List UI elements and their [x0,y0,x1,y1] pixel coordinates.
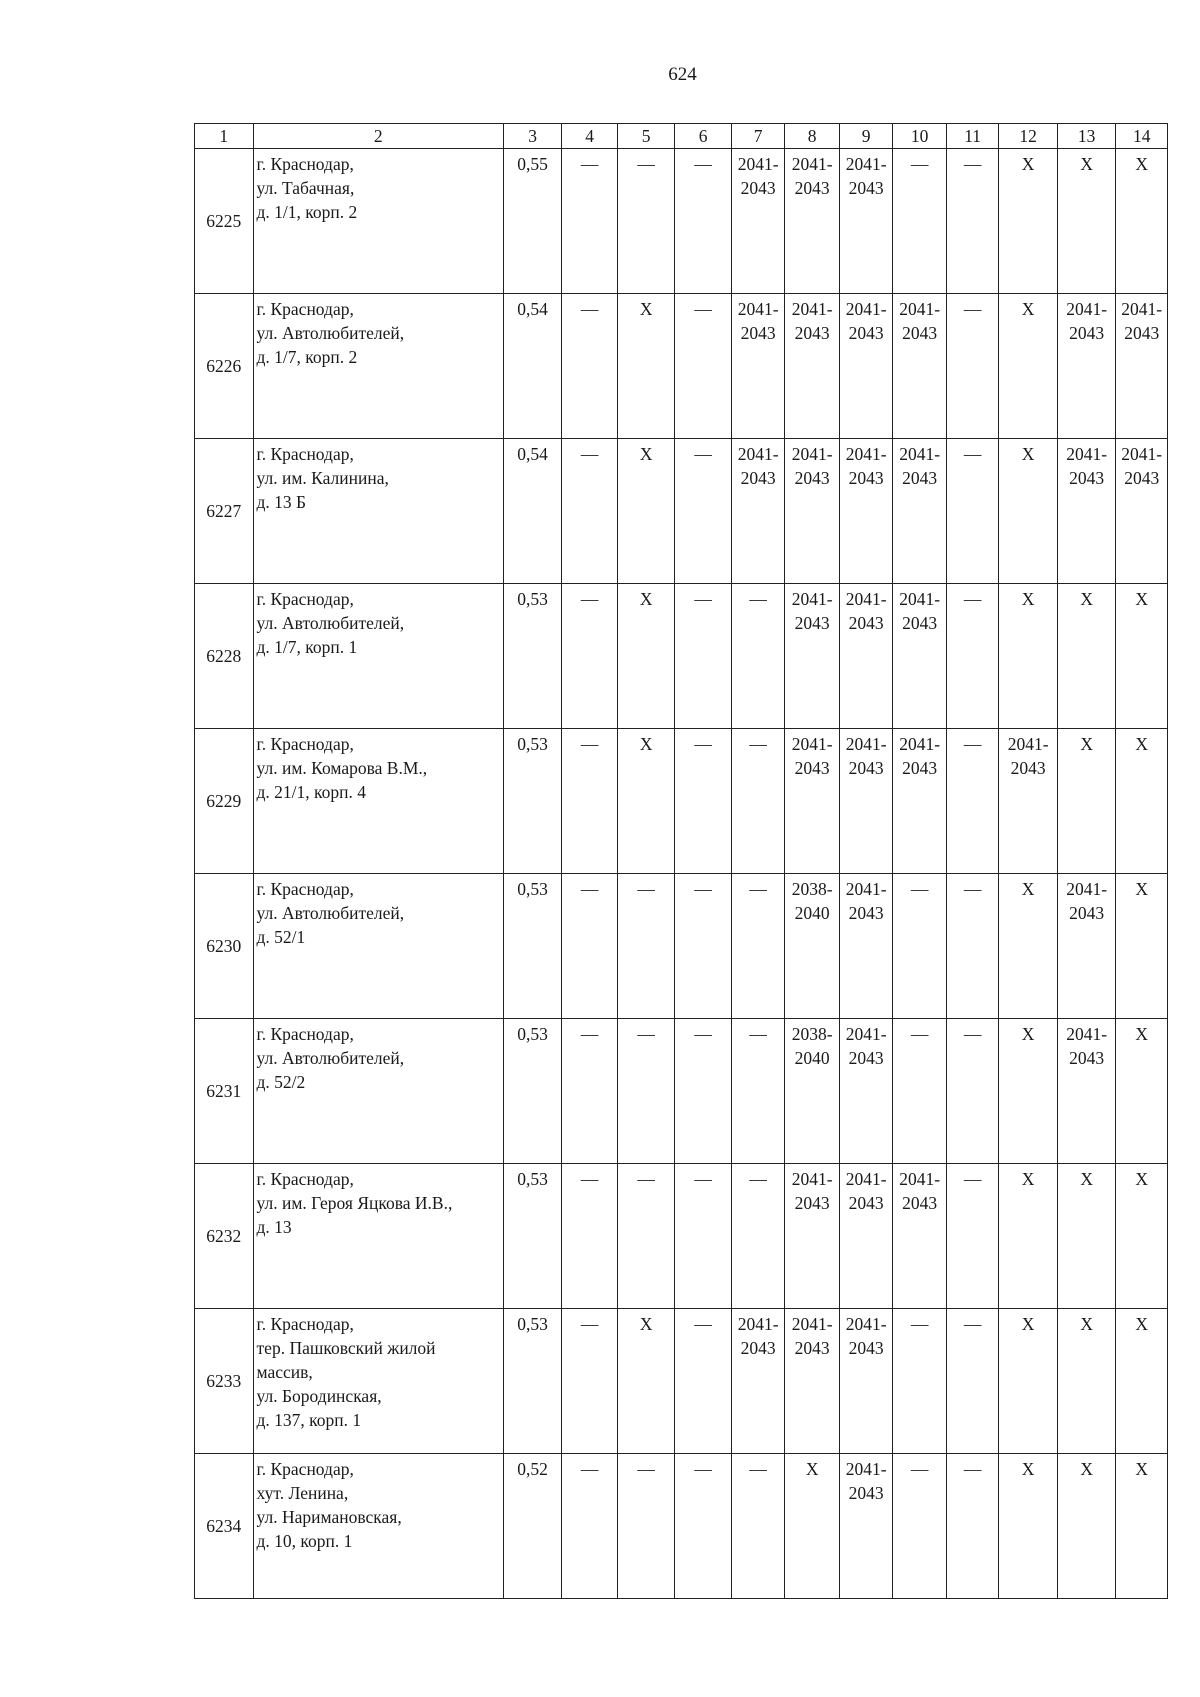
column-header: 1 [195,124,254,149]
address-line: д. 1/7, корп. 1 [256,637,358,657]
table-row [195,1454,1168,1599]
address-cell [253,584,503,729]
address-cell [253,149,503,294]
period-cell: 2041- 2043 [785,1164,840,1309]
period-cell: 2041- 2043 [893,439,946,584]
column-header: 2 [253,124,503,149]
period-cell: — [675,1454,732,1599]
address-line: г. Краснодар, [256,879,354,899]
period-cell: X [1116,874,1168,1019]
period-cell: — [562,1309,618,1454]
period-cell: — [731,584,784,729]
address-line: ул. Автолюбителей, [256,1048,405,1068]
period-cell: 2041- 2043 [731,1309,784,1454]
address-line: ул. Автолюбителей, [256,613,405,633]
address-cell [253,294,503,439]
period-cell: 2041- 2043 [893,584,946,729]
period-cell: 2041- 2043 [785,294,840,439]
period-cell: 2041- 2043 [839,584,892,729]
register-table [194,123,1168,1599]
period-cell: — [731,1454,784,1599]
period-cell: X [785,1454,840,1599]
address-cell [253,729,503,874]
row-number: 6230 [195,874,254,1019]
address-line: г. Краснодар, [256,589,354,609]
table-row [195,874,1168,1019]
column-header: 8 [785,124,840,149]
period-cell: — [946,1309,998,1454]
period-cell: X [999,294,1058,439]
address-line: г. Краснодар, [256,444,354,464]
period-cell: 2041- 2043 [839,1019,892,1164]
value-cell: 0,53 [503,1019,562,1164]
period-cell: — [617,1019,675,1164]
table-body [195,149,1168,1599]
address-line: д. 13 Б [256,492,307,512]
value-cell: 0,53 [503,1309,562,1454]
period-cell: 2041- 2043 [731,294,784,439]
period-cell: X [1057,1454,1116,1599]
period-cell: 2041- 2043 [839,1309,892,1454]
address-cell [253,1309,503,1454]
period-cell: X [1116,1454,1168,1599]
address-line: г. Краснодар, [256,1314,354,1334]
period-cell: X [1057,1309,1116,1454]
row-number: 6229 [195,729,254,874]
table-row [195,1164,1168,1309]
value-cell: 0,54 [503,439,562,584]
column-header: 14 [1116,124,1168,149]
period-cell: — [946,1019,998,1164]
period-cell: 2041- 2043 [731,149,784,294]
period-cell: X [1116,729,1168,874]
address-cell [253,439,503,584]
row-number: 6226 [195,294,254,439]
period-cell: X [617,439,675,584]
value-cell: 0,53 [503,584,562,729]
period-cell: — [562,149,618,294]
period-cell: 2041- 2043 [893,1164,946,1309]
period-cell: 2041- 2043 [1057,294,1116,439]
period-cell: X [1057,729,1116,874]
period-cell: 2041- 2043 [893,729,946,874]
period-cell: 2041- 2043 [731,439,784,584]
period-cell: — [562,874,618,1019]
period-cell: 2041- 2043 [785,584,840,729]
address-line: д. 10, корп. 1 [256,1531,353,1551]
address-line: д. 1/7, корп. 2 [256,347,358,367]
period-cell: X [1116,584,1168,729]
period-cell: — [562,294,618,439]
row-number: 6233 [195,1309,254,1454]
period-cell: 2041- 2043 [999,729,1058,874]
period-cell: — [946,149,998,294]
column-header: 6 [675,124,732,149]
table-row [195,149,1168,294]
period-cell: 2041- 2043 [1116,439,1168,584]
row-number: 6231 [195,1019,254,1164]
period-cell: X [999,1164,1058,1309]
address-line: ул. Бородинская, [256,1386,382,1406]
period-cell: 2041- 2043 [893,294,946,439]
period-cell: — [617,1454,675,1599]
period-cell: — [562,1019,618,1164]
period-cell: — [617,1164,675,1309]
period-cell: — [617,149,675,294]
address-line: тер. Пашковский жилой [256,1338,436,1358]
address-cell [253,1019,503,1164]
period-cell: — [562,729,618,874]
period-cell: — [562,1164,618,1309]
row-number: 6227 [195,439,254,584]
period-cell: X [999,584,1058,729]
row-number: 6232 [195,1164,254,1309]
column-header: 13 [1057,124,1116,149]
period-cell: — [893,1309,946,1454]
period-cell: 2041- 2043 [839,149,892,294]
address-line: д. 13 [256,1217,292,1237]
period-cell: 2041- 2043 [1057,1019,1116,1164]
period-cell: 2041- 2043 [839,294,892,439]
period-cell: — [893,874,946,1019]
value-cell: 0,53 [503,729,562,874]
period-cell: 2041- 2043 [1057,439,1116,584]
address-line: ул. им. Комарова В.М., [256,758,428,778]
period-cell: — [675,729,732,874]
period-cell: — [562,439,618,584]
period-cell: X [1116,1019,1168,1164]
value-cell: 0,53 [503,1164,562,1309]
period-cell: — [617,874,675,1019]
column-header: 10 [893,124,946,149]
address-line: г. Краснодар, [256,154,354,174]
header-row [195,124,1168,149]
address-line: г. Краснодар, [256,299,354,319]
address-cell [253,874,503,1019]
period-cell: X [999,1454,1058,1599]
period-cell: — [946,874,998,1019]
column-header: 3 [503,124,562,149]
address-line: массив, [256,1362,313,1382]
period-cell: X [1057,584,1116,729]
row-number: 6234 [195,1454,254,1599]
period-cell: — [731,1019,784,1164]
column-header: 7 [731,124,784,149]
period-cell: — [946,1164,998,1309]
value-cell: 0,52 [503,1454,562,1599]
address-line: д. 137, корп. 1 [256,1410,362,1430]
table-row [195,729,1168,874]
address-line: г. Краснодар, [256,1459,354,1479]
period-cell: X [1116,149,1168,294]
period-cell: X [999,149,1058,294]
address-line: ул. им. Героя Яцкова И.В., [256,1193,453,1213]
period-cell: — [562,1454,618,1599]
period-cell: X [999,874,1058,1019]
column-header: 9 [839,124,892,149]
period-cell: — [946,294,998,439]
table-row [195,294,1168,439]
period-cell: — [731,1164,784,1309]
period-cell: X [999,1309,1058,1454]
address-line: ул. Табачная, [256,178,355,198]
period-cell: — [946,584,998,729]
period-cell: 2041- 2043 [1116,294,1168,439]
period-cell: — [675,1309,732,1454]
column-header: 5 [617,124,675,149]
row-number: 6228 [195,584,254,729]
period-cell: X [1116,1309,1168,1454]
address-line: г. Краснодар, [256,734,354,754]
address-line: ул. им. Калинина, [256,468,389,488]
value-cell: 0,53 [503,874,562,1019]
period-cell: 2041- 2043 [785,439,840,584]
address-cell [253,1454,503,1599]
period-cell: — [946,439,998,584]
period-cell: 2041- 2043 [839,1164,892,1309]
period-cell: — [946,1454,998,1599]
address-line: ул. Автолюбителей, [256,323,405,343]
period-cell: 2041- 2043 [785,149,840,294]
period-cell: — [675,1164,732,1309]
period-cell: 2041- 2043 [839,874,892,1019]
address-line: ул. Автолюбителей, [256,903,405,923]
period-cell: — [731,874,784,1019]
address-line: д. 52/2 [256,1072,306,1092]
period-cell: 2041- 2043 [839,729,892,874]
period-cell: — [675,874,732,1019]
period-cell: 2038- 2040 [785,874,840,1019]
period-cell: X [617,729,675,874]
period-cell: — [675,294,732,439]
period-cell: 2041- 2043 [1057,874,1116,1019]
table-row [195,584,1168,729]
period-cell: X [617,584,675,729]
period-cell: — [675,1019,732,1164]
address-cell [253,1164,503,1309]
table-row [195,1309,1168,1454]
period-cell: — [562,584,618,729]
row-number: 6225 [195,149,254,294]
value-cell: 0,55 [503,149,562,294]
period-cell: 2041- 2043 [785,729,840,874]
period-cell: — [731,729,784,874]
period-cell: — [893,1019,946,1164]
column-header: 4 [562,124,618,149]
address-line: д. 1/1, корп. 2 [256,202,358,222]
address-line: ул. Наримановская, [256,1507,402,1527]
period-cell: X [1057,149,1116,294]
table-row [195,1019,1168,1164]
period-cell: 2041- 2043 [839,1454,892,1599]
column-header: 11 [946,124,998,149]
period-cell: — [675,439,732,584]
address-line: хут. Ленина, [256,1483,349,1503]
period-cell: X [617,1309,675,1454]
period-cell: — [893,1454,946,1599]
period-cell: X [999,1019,1058,1164]
page-number: 624 [668,64,697,85]
period-cell: — [946,729,998,874]
address-line: г. Краснодар, [256,1169,354,1189]
period-cell: 2041- 2043 [839,439,892,584]
period-cell: X [1057,1164,1116,1309]
period-cell: X [1116,1164,1168,1309]
address-line: д. 21/1, корп. 4 [256,782,367,802]
period-cell: X [999,439,1058,584]
value-cell: 0,54 [503,294,562,439]
column-header: 12 [999,124,1058,149]
address-line: г. Краснодар, [256,1024,354,1044]
period-cell: X [617,294,675,439]
period-cell: 2038- 2040 [785,1019,840,1164]
table-row [195,439,1168,584]
period-cell: — [675,149,732,294]
period-cell: — [893,149,946,294]
period-cell: 2041- 2043 [785,1309,840,1454]
address-line: д. 52/1 [256,927,306,947]
period-cell: — [675,584,732,729]
